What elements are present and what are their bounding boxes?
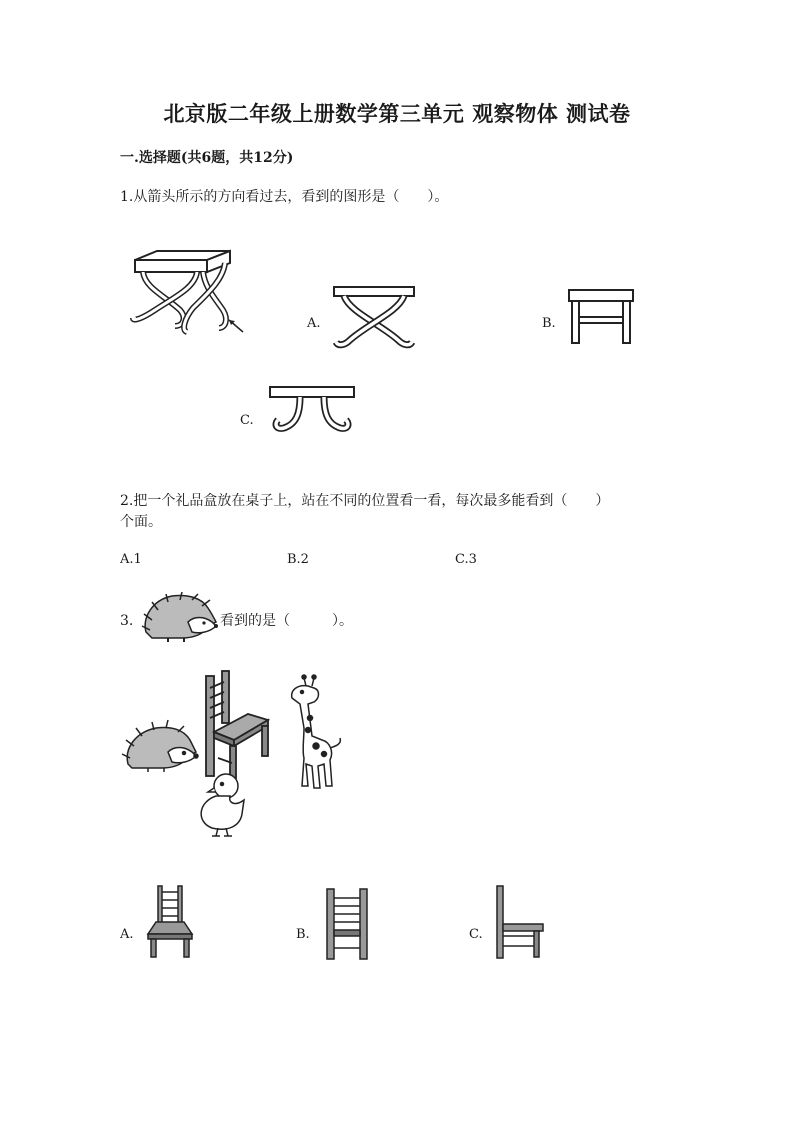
q3-option-c-label[interactable]: C. xyxy=(469,927,483,942)
q3-option-b-label[interactable]: B. xyxy=(296,927,310,942)
q2-option-b[interactable]: B.2 xyxy=(287,552,309,567)
q2-option-a[interactable]: A.1 xyxy=(120,552,142,567)
question-2-text-line1: 2.把一个礼品盒放在桌子上，站在不同的位置看一看，每次最多能看到（ ） xyxy=(120,493,610,509)
question-2-text-line2: 个面。 xyxy=(120,514,162,530)
page-title: 北京版二年级上册数学第三单元 观察物体 测试卷 xyxy=(163,101,631,126)
chair-in-scene xyxy=(206,671,268,778)
q3-option-a-chair-image[interactable] xyxy=(146,884,194,960)
stool-perspective-image xyxy=(125,248,250,343)
q1-option-c-label[interactable]: C. xyxy=(240,413,254,428)
question-1-text: 1.从箭头所示的方向看过去，看到的图形是（ ）。 xyxy=(120,189,449,205)
giraffe-in-scene xyxy=(292,675,341,788)
q1-option-a-label[interactable]: A. xyxy=(307,316,321,331)
hedgehog-icon xyxy=(138,592,218,644)
q1-option-b-image[interactable] xyxy=(566,287,636,345)
q1-option-b-label[interactable]: B. xyxy=(542,316,556,331)
question-3-text: 看到的是（ ）。 xyxy=(220,613,353,629)
q2-option-c[interactable]: C.3 xyxy=(455,552,477,567)
q3-option-c-chair-image[interactable] xyxy=(494,884,546,960)
hedgehog-in-scene xyxy=(122,720,198,772)
q1-option-a-image[interactable] xyxy=(330,284,418,352)
chick-in-scene xyxy=(201,774,244,836)
section-heading: 一.选择题(共6题，共12分) xyxy=(120,150,294,166)
q1-option-c-image[interactable] xyxy=(266,384,358,440)
q3-option-a-label[interactable]: A. xyxy=(120,927,134,942)
q3-option-b-chair-image[interactable] xyxy=(324,886,370,962)
scene-image xyxy=(120,668,360,843)
question-3-number: 3. xyxy=(120,613,134,629)
